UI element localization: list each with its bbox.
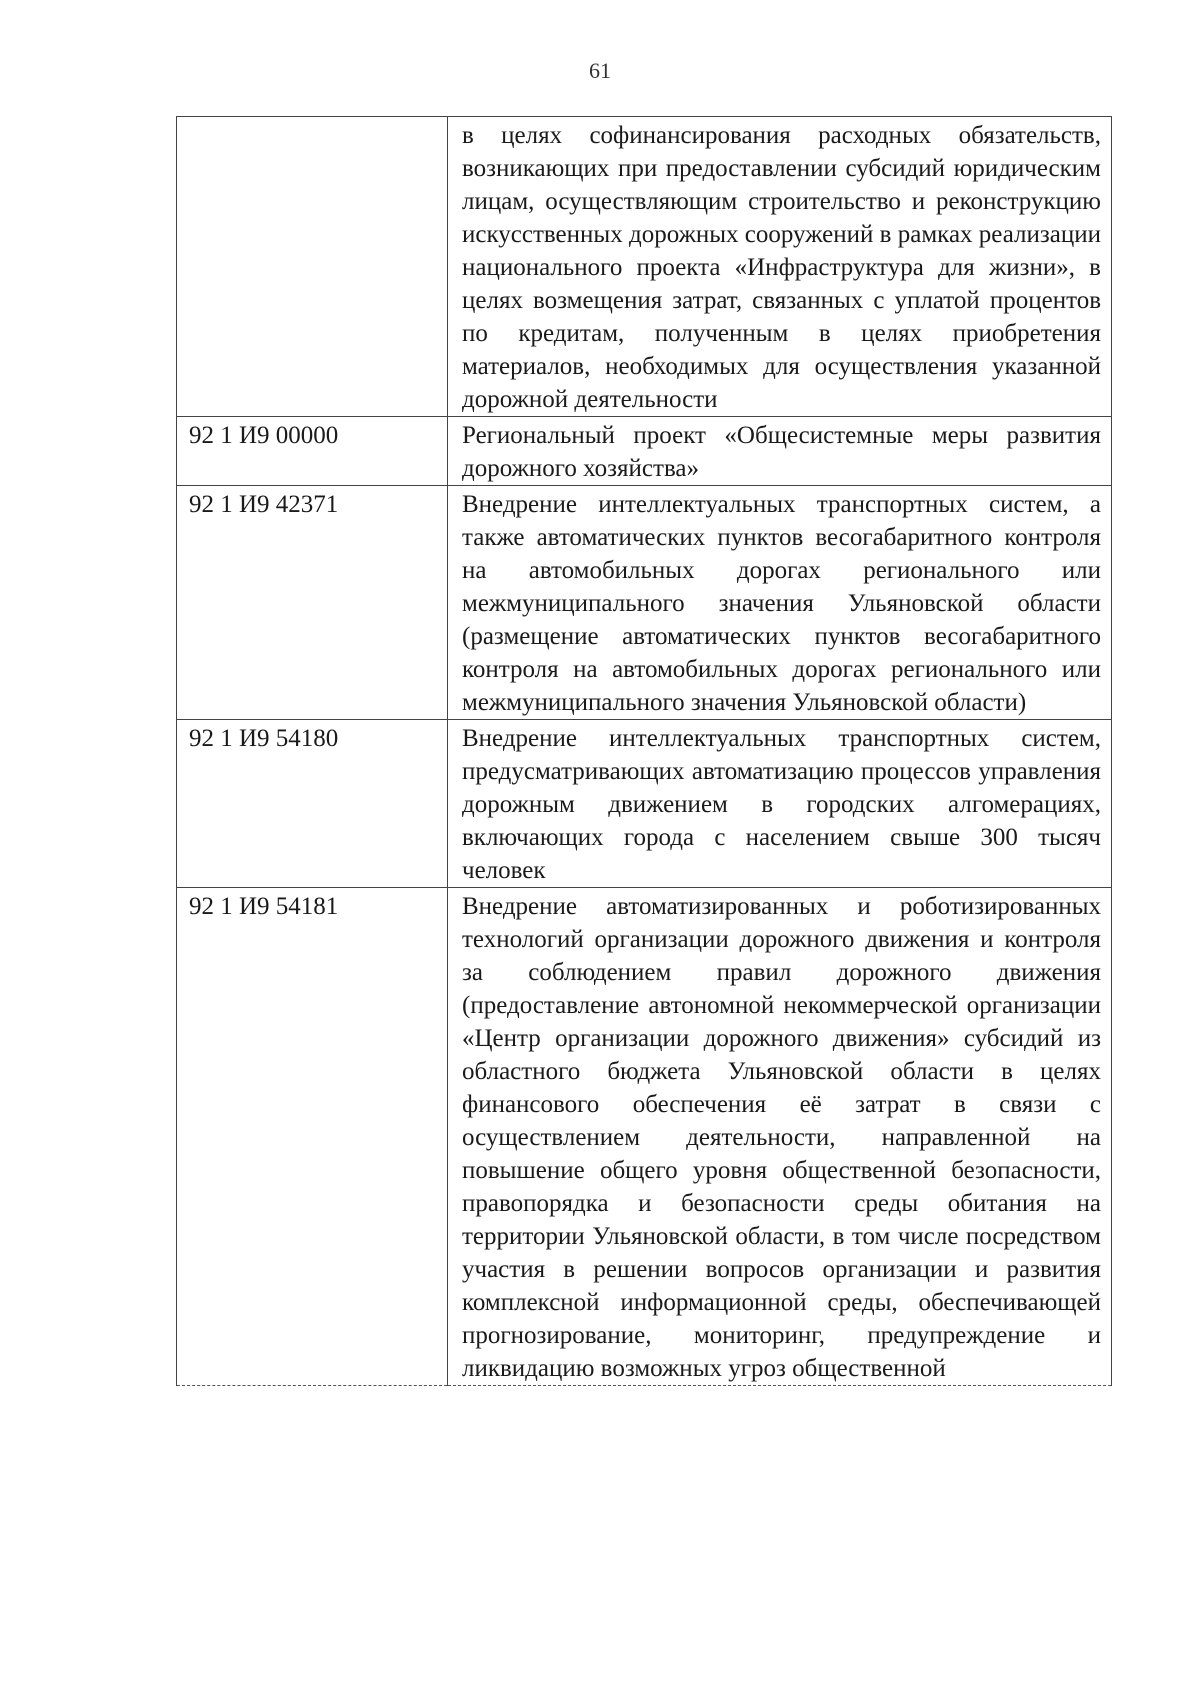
budget-classification-table	[176, 116, 1112, 1386]
code-cell	[177, 117, 448, 417]
table-row	[177, 117, 1112, 417]
code-cell: 92 1 И9 42371	[177, 486, 448, 720]
table-row	[177, 720, 1112, 888]
description-cell: в целях софинансирования расходных обязательств, возникающих при предоставлении субсидий юридическим лицам, осуществляющим строительство и реконструкцию искусственных дорожных сооружений в рамках реализации национального проекта «Инфраструктура для жизни», в целях возмещения затрат, связанных с уплатой процентов по кредитам, полученным в целях приобретения материалов, необходимых для осуществления указанной дорожной деятельности	[448, 117, 1112, 417]
description-cell: Внедрение интеллектуальных транспортных систем, а также автоматических пунктов весогабаритного контроля на автомобильных дорогах регионального или межмуниципального значения Ульяновской области (размещение автоматических пунктов весогабаритного контроля на автомобильных дорогах регионального или межмуниципального значения Ульяновской области)	[448, 486, 1112, 720]
table-row	[177, 486, 1112, 720]
page-number: 61	[589, 58, 611, 83]
table-row	[177, 417, 1112, 486]
description-cell: Внедрение автоматизированных и роботизированных технологий организации дорожного движения и контроля за соблюдением правил дорожного движения (предоставление автономной некоммерческой организации «Центр организации дорожного движения» субсидий из областного бюджета Ульяновской области в целях финансового обеспечения её затрат в связи с осуществлением деятельности, направленной на повышение общего уровня общественной безопасности, правопорядка и безопасности среды обитания на территории Ульяновской области, в том числе посредством участия в решении вопросов организации и развития комплексной информационной среды, обеспечивающей прогнозирование, мониторинг, предупреждение и ликвидацию возможных угроз общественной	[448, 888, 1112, 1386]
description-cell: Региональный проект «Общесистемные меры развития дорожного хозяйства»	[448, 417, 1112, 486]
table-row	[177, 888, 1112, 1386]
code-cell: 92 1 И9 00000	[177, 417, 448, 486]
code-cell: 92 1 И9 54181	[177, 888, 448, 1386]
description-cell: Внедрение интеллектуальных транспортных систем, предусматривающих автоматизацию процессов управления дорожным движением в городских алгомерациях, включающих города с населением свыше 300 тысяч человек	[448, 720, 1112, 888]
code-cell: 92 1 И9 54180	[177, 720, 448, 888]
